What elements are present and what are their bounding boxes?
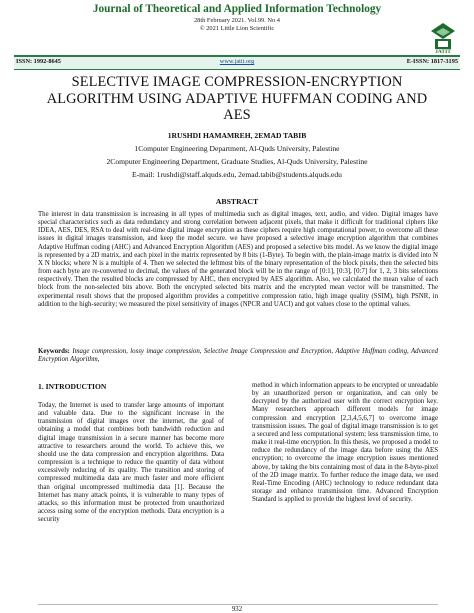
page-number: 932 <box>231 606 243 613</box>
title-line: ALGORITHM USING ADAPTIVE HUFFMAN CODING AND <box>46 90 428 107</box>
issue-date: 28th February 2021. Vol.99. No 4 <box>193 17 281 24</box>
abstract-text: The interest in data transmission is increasing in all types of multimedia such as digital images, text, audio, and video. Digital images have special characteristics such as data redundancy and strong correlation between adjacent pixels, that make it difficult for traditional ciphers like IDEA, AES, DES, RSA to deal with real-time digital image encryption as these ciphers require high computational power, to overcome all these issues in digital images transmission, and keep the model secure. we have proposed a selective image encryption algorithm that combines Adaptive Huffman coding (AHC) and Advanced Encryption Algorithm (AES) and proposed a selective bits model. As we know the digital image is represented by a 2D matrix, and each pixel in the matrix represented by 8 bits (1-Byte). To begin with, the plain-image matrix is divided into N X N blocks; where N is a multiple of 4. Then we selected the leftmost bits of the binary representation of the block pixels, then the selected bits from each byte are re-converted to decimal, the values of the generated block will be in the range of [0:1], [0:3], [0:7] for 1, 2, 3 bits selections respectively. Then the resulted blocks are compressed by AHC, then encrypted by AES algorithm. Also, we calculated the mean value of each block from the non-selected bits above. Both the encrypted selected bits matrix and the encrypted mean vector will be transmitted. The experimental result shows that the proposed algorithm provides a competitive compression ratio, high image quality (SSIM), high PSNR, in addition to the high-security; we measured the pixel sensitivity of images (NPCR and UACI) and got values close to the optimal values. <box>38 211 438 308</box>
paper-title <box>0 74 474 124</box>
affiliation-1: 1Computer Engineering Department, Al-Quds University, Palestine <box>134 144 340 153</box>
issn: ISSN: 1992-8645 <box>16 58 61 65</box>
introduction-heading: 1. INTRODUCTION <box>38 382 107 391</box>
title-line: AES <box>223 107 251 123</box>
journal-website-link[interactable]: www.jatit.org <box>219 58 255 65</box>
affiliation-2: 2Computer Engineering Department, Graduate Studies, Al-Quds University, Palestine <box>106 157 368 166</box>
footer-divider <box>38 604 438 605</box>
abstract-heading: ABSTRACT <box>215 197 259 206</box>
keywords <box>38 348 438 364</box>
intro-left-column: Today, the Internet is used to transfer large amounts of important and valuable data. Due to the significant increase in the transmission of digital images over the internet, the goal of obtaining a model that combines both bandwidth reduction and digital image transmission in a secure manner has become more attractive to researchers around the world. To achieve this, we should use the data compression and encryption algorithms. Data compression is a technique to reduce the quantity of data without excessively reducing of its quality. The transition and storing of compressed multimedia data are much faster and more efficient than original uncompressed multimedia data [1]. Because the Internet has many attack points, it is vulnerable to many types of attacks, so this information must be protected from unauthorized access using some of the encryption methods. Data encryption is a security <box>38 402 224 524</box>
title-line: SELECTIVE IMAGE COMPRESSION-ENCRYPTION <box>71 74 403 90</box>
journal-title: Journal of Theoretical and Applied Information Technology <box>92 3 382 15</box>
keywords-text: Image compression, lossy image compression, Selective Image Compression and Encryption, Adaptive Huffman coding, Advanced Encryption Algorithm, <box>38 348 438 364</box>
jatit-logo-icon <box>429 22 457 52</box>
keywords-label: Keywords: <box>38 348 70 355</box>
issn-bar <box>14 55 460 70</box>
logo-label: JATIT <box>435 49 451 55</box>
author-emails: E-mail: 1rushdi@staff.alquds.edu, 2emad.tabib@students.alquds.edu <box>132 170 342 179</box>
copyright: © 2021 Little Lion Scientific <box>199 25 275 32</box>
eissn: E-ISSN: 1817-3195 <box>406 58 458 65</box>
authors: 1RUSHDI HAMAMREH, 2EMAD TABIB <box>167 131 307 140</box>
intro-right-column: method in which information appears to be encrypted or unreadable by an unauthorized person or organization, and can only be decrypted by the authorized user with the correct encryption key. Many researchers approach different models for image compression and encryption [2,3,4,5,6,7] to overcome image transmission issues. The goal of digital image transmission is to get a secured and less computational system; less transmission time, to make it real-time encryption. In this thesis, we proposed a model to reduce the redundancy of the image data before using the AES encryption; to overcome the image encryption issues mentioned above, by taking the bits containing most of data in the 8-byte-pixel of the 2D image matrix. To further reduce the image data, we used Real-Time Encoding (AHC) technology to reduce redundant data storage and enhance transmission time. Advanced Encryption Standard is applied to provide the highest level of security. <box>252 382 438 504</box>
